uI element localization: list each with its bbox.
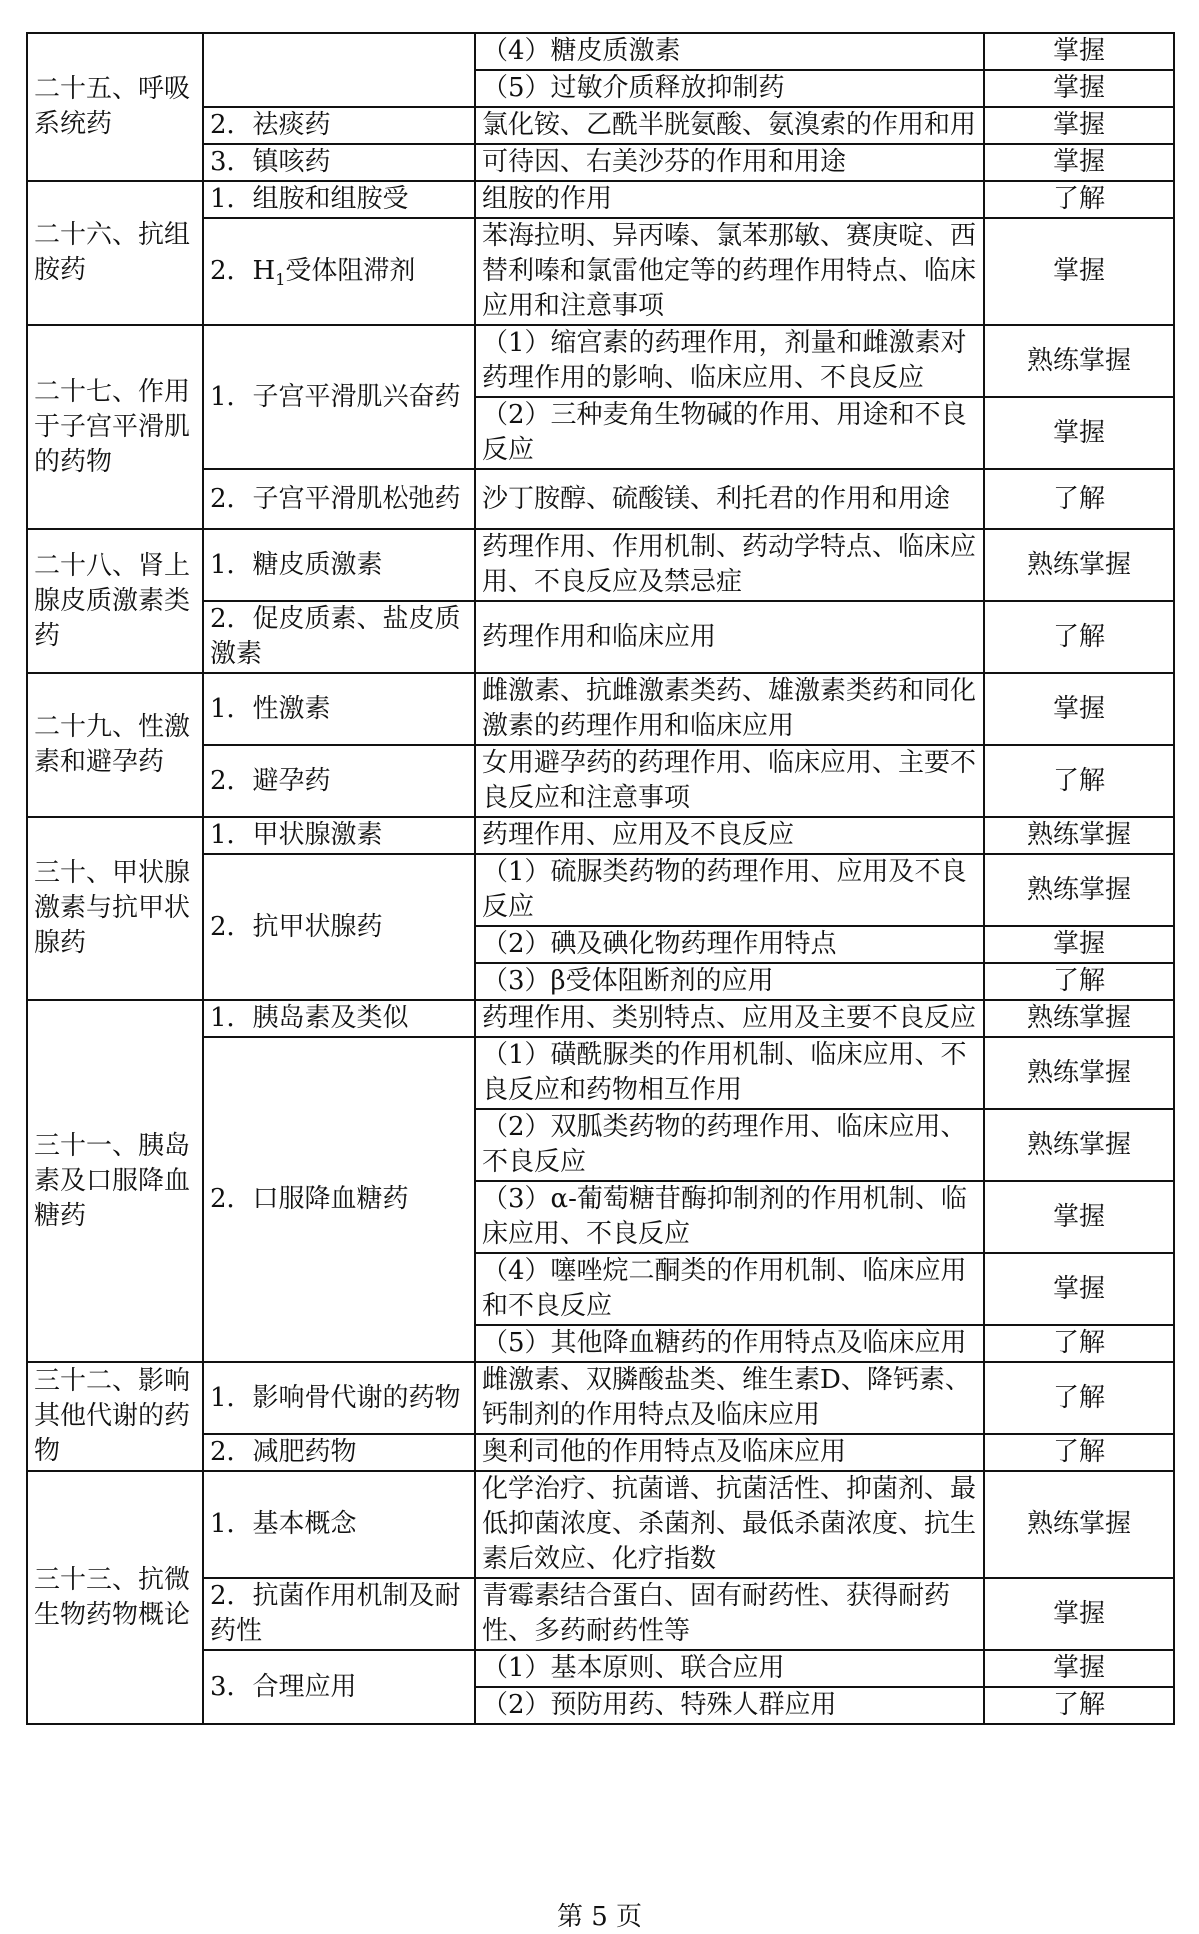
requirement-level-cell: 了解 — [984, 601, 1174, 673]
content-cell: （2）碘及碘化物药理作用特点 — [475, 926, 984, 963]
table-row — [27, 33, 1174, 70]
unit-name-cell: 二十八、肾上腺皮质激素类药 — [27, 529, 203, 673]
requirement-level-cell: 熟练掌握 — [984, 1109, 1174, 1181]
requirement-level-cell: 掌握 — [984, 1650, 1174, 1687]
requirement-level-cell: 了解 — [984, 1325, 1174, 1362]
requirement-level-cell: 掌握 — [984, 673, 1174, 745]
page-number: 第 5 页 — [556, 1902, 643, 1932]
content-cell: 氯化铵、乙酰半胱氨酸、氨溴索的作用和用 — [475, 107, 984, 144]
content-cell: （1）缩宫素的药理作用，剂量和雌激素对药理作用的影响、临床应用、不良反应 — [475, 325, 984, 397]
subunit-name-cell: 2．口服降血糖药 — [203, 1037, 475, 1362]
subunit-name-cell: 1．性激素 — [203, 673, 475, 745]
content-cell: （3）β受体阻断剂的应用 — [475, 963, 984, 1000]
requirement-level-cell: 熟练掌握 — [984, 854, 1174, 926]
requirement-level-cell: 熟练掌握 — [984, 1000, 1174, 1037]
subunit-name-cell: 2．祛痰药 — [203, 107, 475, 144]
content-cell: （2）三种麦角生物碱的作用、用途和不良反应 — [475, 397, 984, 469]
table-row — [27, 1000, 1174, 1037]
requirement-level-cell: 了解 — [984, 181, 1174, 218]
content-cell: （3）α-葡萄糖苷酶抑制剂的作用机制、临床应用、不良反应 — [475, 1181, 984, 1253]
subunit-name-cell: 3．镇咳药 — [203, 144, 475, 181]
subunit-name-cell: 2．避孕药 — [203, 745, 475, 817]
content-cell: 苯海拉明、异丙嗪、氯苯那敏、赛庚啶、西替利嗪和氯雷他定等的药理作用特点、临床应用和注意事项 — [475, 218, 984, 325]
table-row — [27, 673, 1174, 745]
unit-name-cell: 二十九、性激素和避孕药 — [27, 673, 203, 817]
requirement-level-cell: 熟练掌握 — [984, 325, 1174, 397]
subunit-name-cell: 1．胰岛素及类似 — [203, 1000, 475, 1037]
requirement-level-cell: 掌握 — [984, 1181, 1174, 1253]
unit-name-cell: 三十二、影响其他代谢的药物 — [27, 1362, 203, 1471]
content-cell: 药理作用、作用机制、药动学特点、临床应用、不良反应及禁忌症 — [475, 529, 984, 601]
unit-name-cell: 三十、甲状腺激素与抗甲状腺药 — [27, 817, 203, 1000]
syllabus-table — [26, 32, 1175, 1725]
content-cell: （5）过敏介质释放抑制药 — [475, 70, 984, 107]
subunit-name-cell: 1．影响骨代谢的药物 — [203, 1362, 475, 1434]
requirement-level-cell: 了解 — [984, 963, 1174, 1000]
subunit-name-cell: 1．基本概念 — [203, 1471, 475, 1578]
content-cell: （5）其他降血糖药的作用特点及临床应用 — [475, 1325, 984, 1362]
content-cell: 药理作用、应用及不良反应 — [475, 817, 984, 854]
content-cell: （4）糖皮质激素 — [475, 33, 984, 70]
subunit-name-cell: 3．合理应用 — [203, 1650, 475, 1724]
table-row — [27, 1362, 1174, 1434]
requirement-level-cell: 了解 — [984, 469, 1174, 529]
requirement-level-cell: 熟练掌握 — [984, 529, 1174, 601]
content-cell: 化学治疗、抗菌谱、抗菌活性、抑菌剂、最低抑菌浓度、杀菌剂、最低杀菌浓度、抗生素后效应、化疗指数 — [475, 1471, 984, 1578]
content-cell: 女用避孕药的药理作用、临床应用、主要不良反应和注意事项 — [475, 745, 984, 817]
subunit-name-cell: 1．糖皮质激素 — [203, 529, 475, 601]
requirement-level-cell: 掌握 — [984, 1253, 1174, 1325]
unit-name-cell: 二十六、抗组胺药 — [27, 181, 203, 325]
content-cell: （4）噻唑烷二酮类的作用机制、临床应用和不良反应 — [475, 1253, 984, 1325]
subunit-name-cell: 1．组胺和组胺受 — [203, 181, 475, 218]
requirement-level-cell: 掌握 — [984, 70, 1174, 107]
requirement-level-cell: 了解 — [984, 1362, 1174, 1434]
syllabus-sheet — [26, 32, 1175, 1725]
requirement-level-cell: 了解 — [984, 745, 1174, 817]
content-cell: 组胺的作用 — [475, 181, 984, 218]
content-cell: （1）磺酰脲类的作用机制、临床应用、不良反应和药物相互作用 — [475, 1037, 984, 1109]
table-row — [27, 1471, 1174, 1578]
content-cell: （1）硫脲类药物的药理作用、应用及不良反应 — [475, 854, 984, 926]
subunit-name-cell: 2．促皮质素、盐皮质激素 — [203, 601, 475, 673]
requirement-level-cell: 熟练掌握 — [984, 1471, 1174, 1578]
subunit-name-cell: 2．抗菌作用机制及耐药性 — [203, 1578, 475, 1650]
requirement-level-cell: 掌握 — [984, 926, 1174, 963]
table-row — [27, 817, 1174, 854]
unit-name-cell: 三十三、抗微生物药物概论 — [27, 1471, 203, 1724]
requirement-level-cell: 掌握 — [984, 33, 1174, 70]
unit-name-cell: 二十五、呼吸系统药 — [27, 33, 203, 181]
subunit-name-cell: 2．$H_1$受体阻滞剂 — [203, 218, 475, 325]
requirement-level-cell: 熟练掌握 — [984, 1037, 1174, 1109]
subunit-name-cell: 2．减肥药物 — [203, 1434, 475, 1471]
subscript-text: 1 — [275, 270, 286, 290]
subunit-name-cell: 2．抗甲状腺药 — [203, 854, 475, 1000]
requirement-level-cell: 了解 — [984, 1687, 1174, 1724]
table-row — [27, 529, 1174, 601]
requirement-level-cell: 掌握 — [984, 1578, 1174, 1650]
requirement-level-cell: 掌握 — [984, 397, 1174, 469]
table-row — [27, 325, 1174, 397]
content-cell: 药理作用、类别特点、应用及主要不良反应 — [475, 1000, 984, 1037]
content-cell: 奥利司他的作用特点及临床应用 — [475, 1434, 984, 1471]
content-cell: 可待因、右美沙芬的作用和用途 — [475, 144, 984, 181]
content-cell: 青霉素结合蛋白、固有耐药性、获得耐药性、多药耐药性等 — [475, 1578, 984, 1650]
subunit-name-cell: 2．子宫平滑肌松弛药 — [203, 469, 475, 529]
requirement-level-cell: 了解 — [984, 1434, 1174, 1471]
table-row — [27, 181, 1174, 218]
unit-name-cell: 二十七、作用于子宫平滑肌的药物 — [27, 325, 203, 529]
unit-name-cell: 三十一、胰岛素及口服降血糖药 — [27, 1000, 203, 1362]
syllabus-table-body — [27, 33, 1174, 1724]
subunit-name-cell: 1．甲状腺激素 — [203, 817, 475, 854]
subunit-name-cell: 1．子宫平滑肌兴奋药 — [203, 325, 475, 469]
subunit-name-cell — [203, 33, 475, 107]
requirement-level-cell: 掌握 — [984, 107, 1174, 144]
content-cell: （2）双胍类药物的药理作用、临床应用、不良反应 — [475, 1109, 984, 1181]
content-cell: 药理作用和临床应用 — [475, 601, 984, 673]
content-cell: 雌激素、抗雌激素类药、雄激素类药和同化激素的药理作用和临床应用 — [475, 673, 984, 745]
content-cell: （1）基本原则、联合应用 — [475, 1650, 984, 1687]
requirement-level-cell: 掌握 — [984, 218, 1174, 325]
content-cell: 沙丁胺醇、硫酸镁、利托君的作用和用途 — [475, 469, 984, 529]
content-cell: 雌激素、双膦酸盐类、维生素D、降钙素、钙制剂的作用特点及临床应用 — [475, 1362, 984, 1434]
requirement-level-cell: 熟练掌握 — [984, 817, 1174, 854]
content-cell: （2）预防用药、特殊人群应用 — [475, 1687, 984, 1724]
requirement-level-cell: 掌握 — [984, 144, 1174, 181]
